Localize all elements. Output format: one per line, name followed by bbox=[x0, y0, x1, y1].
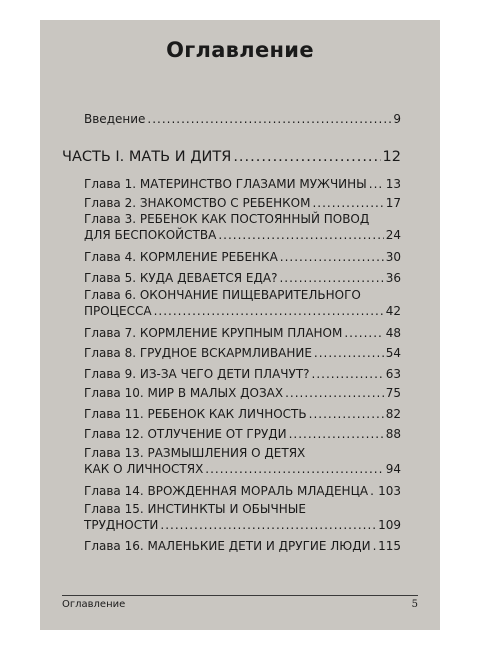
toc-entry-page: 48 bbox=[385, 326, 401, 340]
toc-entry-label: ТРУДНОСТИ bbox=[84, 518, 159, 532]
toc-entry-label: Глава 16. МАЛЕНЬКИЕ ДЕТИ И ДРУГИЕ ЛЮДИ bbox=[84, 539, 371, 553]
leader-dots bbox=[312, 196, 383, 211]
toc-entry-label-line1: Глава 6. ОКОНЧАНИЕ ПИЩЕВАРИТЕЛЬНОГО bbox=[84, 288, 361, 302]
toc-entry-label: ДЛЯ БЕСПОКОЙСТВА bbox=[84, 228, 217, 242]
toc-entry-page: 75 bbox=[385, 386, 401, 400]
leader-dots bbox=[309, 407, 384, 422]
leader-dots bbox=[147, 112, 391, 127]
page-title: Оглавление bbox=[166, 38, 314, 62]
toc-entry-page: 17 bbox=[385, 196, 401, 210]
toc-entry-row bbox=[84, 326, 401, 341]
toc-entry-label: Глава 10. МИР В МАЛЫХ ДОЗАХ bbox=[84, 386, 284, 400]
leader-dots bbox=[314, 346, 384, 361]
leader-dots bbox=[369, 177, 384, 192]
toc-entry-page: 109 bbox=[378, 518, 401, 532]
leader-dots bbox=[160, 518, 376, 533]
page-number: 5 bbox=[411, 599, 418, 610]
toc-entry-page: 36 bbox=[385, 271, 401, 285]
toc-entry-row bbox=[84, 228, 401, 243]
part-label: ЧАСТЬ I. МАТЬ И ДИТЯ bbox=[62, 149, 232, 165]
toc-entry-page: 54 bbox=[385, 346, 401, 360]
leader-dots bbox=[344, 326, 383, 341]
toc-entry-label: ПРОЦЕССА bbox=[84, 304, 152, 318]
toc-entry-label: Введение bbox=[84, 112, 146, 126]
book-page bbox=[40, 20, 440, 630]
toc-entry-row bbox=[84, 407, 401, 422]
toc-entry-row bbox=[84, 177, 401, 192]
leader-dots bbox=[218, 228, 383, 243]
toc-entry-row bbox=[84, 346, 401, 361]
toc-entry-label: Глава 8. ГРУДНОЕ ВСКАРМЛИВАНИЕ bbox=[84, 346, 312, 360]
toc-entry-page: 9 bbox=[393, 112, 401, 126]
toc-entry-row bbox=[84, 250, 401, 265]
toc-entry-row bbox=[84, 518, 401, 533]
toc-entry-label-line1: Глава 13. РАЗМЫШЛЕНИЯ О ДЕТЯХ bbox=[84, 446, 306, 460]
leader-dots bbox=[312, 367, 384, 382]
toc-entry-label: Глава 5. КУДА ДЕВАЕТСЯ ЕДА? bbox=[84, 271, 278, 285]
toc-entry-page: 42 bbox=[385, 304, 401, 318]
toc-entry-row bbox=[84, 427, 401, 442]
toc-entry-row bbox=[84, 196, 401, 211]
toc-entry-page: 24 bbox=[385, 228, 401, 242]
toc-entry-page: 88 bbox=[385, 427, 401, 441]
toc-entry-label: Глава 9. ИЗ-ЗА ЧЕГО ДЕТИ ПЛАЧУТ? bbox=[84, 367, 310, 381]
toc-entry-label-line1: Глава 3. РЕБЕНОК КАК ПОСТОЯННЫЙ ПОВОД bbox=[84, 212, 370, 226]
toc-entry-label: Глава 11. РЕБЕНОК КАК ЛИЧНОСТЬ bbox=[84, 407, 307, 421]
running-footer-title: Оглавление bbox=[62, 599, 126, 610]
toc-entry-label: Глава 14. ВРОЖДЕННАЯ МОРАЛЬ МЛАДЕНЦА bbox=[84, 484, 369, 498]
toc-entry-row bbox=[84, 367, 401, 382]
leader-dots bbox=[233, 148, 380, 166]
toc-entry-row bbox=[84, 386, 401, 401]
toc-entry-page: 82 bbox=[385, 407, 401, 421]
toc-entry-label: Глава 4. КОРМЛЕНИЕ РЕБЕНКА bbox=[84, 250, 278, 264]
leader-dots bbox=[279, 271, 383, 286]
toc-entry-page: 13 bbox=[385, 177, 401, 191]
toc-entry-label: КАК О ЛИЧНОСТЯХ bbox=[84, 462, 204, 476]
toc-entry-label: Глава 2. ЗНАКОМСТВО С РЕБЕНКОМ bbox=[84, 196, 311, 210]
toc-entry-row bbox=[84, 539, 401, 554]
toc-entry-label: Глава 1. МАТЕРИНСТВО ГЛАЗАМИ МУЖЧИНЫ bbox=[84, 177, 367, 191]
toc-entry-row bbox=[84, 271, 401, 286]
toc-entry-part[interactable] bbox=[62, 148, 401, 166]
toc-entry-page: 103 bbox=[378, 484, 401, 498]
toc-entry-page: 63 bbox=[385, 367, 401, 381]
toc-entry-label-line1: Глава 15. ИНСТИНКТЫ И ОБЫЧНЫЕ bbox=[84, 502, 306, 516]
page-footer bbox=[62, 595, 418, 610]
toc-entry-page: 94 bbox=[385, 462, 401, 476]
toc-entry-label: Глава 12. ОТЛУЧЕНИЕ ОТ ГРУДИ bbox=[84, 427, 287, 441]
toc-entry-row bbox=[84, 462, 401, 477]
leader-dots bbox=[280, 250, 384, 265]
toc-entry-label: Глава 7. КОРМЛЕНИЕ КРУПНЫМ ПЛАНОМ bbox=[84, 326, 343, 340]
leader-dots bbox=[289, 427, 384, 442]
leader-dots bbox=[285, 386, 384, 401]
part-page: 12 bbox=[382, 149, 401, 165]
leader-dots bbox=[205, 462, 383, 477]
toc-entry-intro[interactable] bbox=[84, 112, 401, 127]
toc-entry-page: 115 bbox=[378, 539, 401, 553]
toc-entry-page: 30 bbox=[385, 250, 401, 264]
toc-entry-row bbox=[84, 484, 401, 499]
toc-entry-row bbox=[84, 304, 401, 319]
leader-dots bbox=[154, 304, 384, 319]
leader-dots bbox=[373, 539, 376, 554]
leader-dots bbox=[370, 484, 376, 499]
